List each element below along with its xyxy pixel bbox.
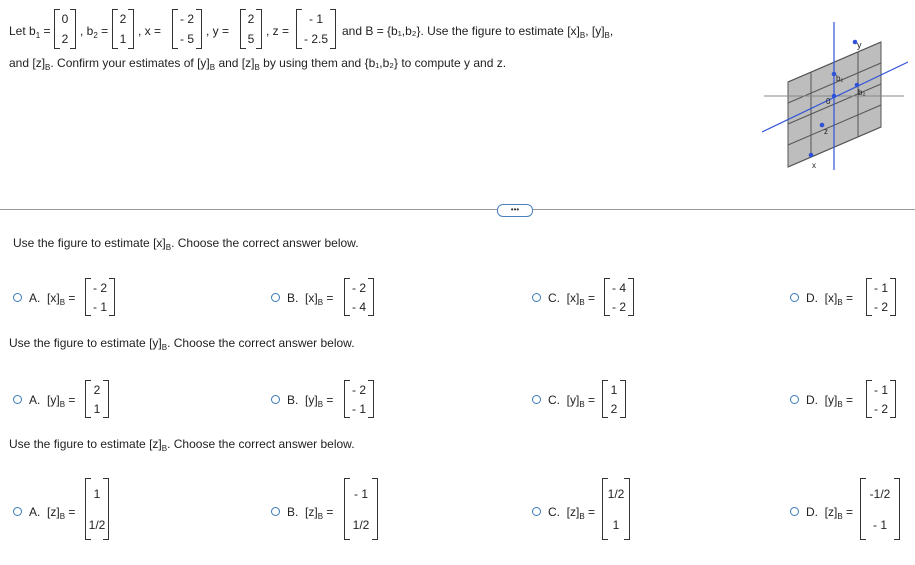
expand-more-button[interactable]: •••: [497, 204, 533, 217]
option-vector: 1 2: [602, 380, 626, 418]
option-radio[interactable]: [532, 507, 541, 516]
b1-vector: 0 2: [54, 9, 76, 49]
x-vector: - 2 - 5: [172, 9, 202, 49]
option-radio[interactable]: [790, 395, 799, 404]
option-label[interactable]: A. $[z]_B$ =: [29, 505, 76, 521]
let-text: Let b: [9, 24, 36, 38]
origin-label: 0: [826, 97, 831, 106]
question-z-prompt: Use the figure to estimate $[z]_B$. Choose the correct answer below.: [9, 437, 355, 453]
x-point-label: x: [812, 161, 816, 170]
option-vector: 1 1/2: [85, 478, 109, 540]
b2-vector: 2 1: [112, 9, 134, 49]
option-label[interactable]: B. $[y]_B$ =: [287, 393, 334, 409]
option-radio[interactable]: [13, 395, 22, 404]
option-radio[interactable]: [532, 395, 541, 404]
x-point: [809, 153, 814, 158]
option-label[interactable]: D. $[y]_B$ =: [806, 393, 854, 409]
option-vector: - 1 1/2: [344, 478, 378, 540]
option-vector: - 4 - 2: [604, 278, 634, 316]
option-vector: - 1 - 2: [866, 278, 896, 316]
option-label[interactable]: C. $[y]_B$ =: [548, 393, 596, 409]
x-label: x =: [144, 24, 162, 38]
question-x-prompt: Use the figure to estimate $[x]_B$. Choose the correct answer below.: [13, 236, 359, 252]
option-vector: -1/2 - 1: [860, 478, 900, 540]
y-label: y =: [212, 24, 230, 38]
option-vector: - 1 - 2: [866, 380, 896, 418]
option-vector: - 2 - 4: [344, 278, 374, 316]
option-label[interactable]: A. $[y]_B$ =: [29, 393, 76, 409]
basis-set: {b₁,b₂}: [387, 24, 421, 38]
question-y-prompt: Use the figure to estimate $[y]_B$. Choose the correct answer below.: [9, 336, 355, 352]
option-radio[interactable]: [790, 293, 799, 302]
option-label[interactable]: D. $[z]_B$ =: [806, 505, 854, 521]
origin-point: [832, 94, 837, 99]
option-radio[interactable]: [13, 507, 22, 516]
option-radio[interactable]: [13, 293, 22, 302]
option-label[interactable]: A. $[x]_B$ =: [29, 291, 76, 307]
b1-point-label: b₁: [836, 74, 844, 83]
z-label: z =: [272, 24, 290, 38]
option-radio[interactable]: [271, 293, 280, 302]
y-point-label: y: [857, 40, 862, 50]
option-label[interactable]: B. $[x]_B$ =: [287, 291, 334, 307]
option-vector: 1/2 1: [602, 478, 630, 540]
option-vector: - 2 - 1: [344, 380, 374, 418]
b2-point: [855, 83, 860, 88]
option-radio[interactable]: [271, 395, 280, 404]
option-label[interactable]: D. $[x]_B$ =: [806, 291, 854, 307]
section-divider: [0, 209, 915, 210]
b2-label: b: [86, 24, 94, 38]
option-radio[interactable]: [271, 507, 280, 516]
option-label[interactable]: C. $[z]_B$ =: [548, 505, 596, 521]
b2-point-label: b₂: [858, 88, 866, 97]
option-vector: 2 1: [85, 380, 109, 418]
option-label[interactable]: C. $[x]_B$ =: [548, 291, 596, 307]
option-vector: - 2 - 1: [85, 278, 115, 316]
problem-line-2: and $[z]_B$. Confirm your estimates of $[y]_B$ and $[z]_B$ by using them and {b₁,b₂} to compute y and z.: [9, 56, 507, 72]
option-radio[interactable]: [532, 293, 541, 302]
option-label[interactable]: B. $[z]_B$ =: [287, 505, 334, 521]
basis-grid-figure: [762, 22, 908, 172]
z-vector: - 1 - 2.5: [296, 9, 336, 49]
option-radio[interactable]: [790, 507, 799, 516]
y-vector: 2 5: [240, 9, 262, 49]
z-point-label: z: [824, 127, 828, 136]
